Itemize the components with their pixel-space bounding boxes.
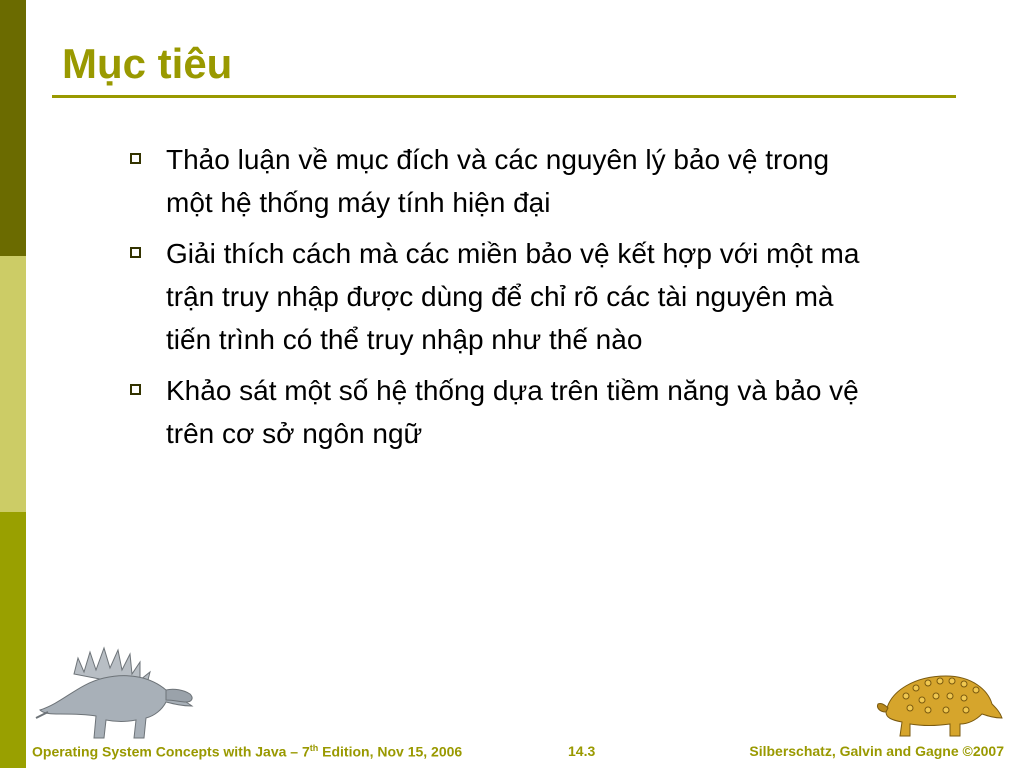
bullet-item bbox=[126, 138, 866, 224]
bullet-list bbox=[126, 138, 866, 463]
footer-page-number: 14.3 bbox=[568, 743, 596, 759]
footer-title-superscript: th bbox=[309, 743, 319, 753]
bullet-text: Khảo sát một số hệ thống dựa trên tiềm năng và bảo vệ trên cơ sở ngôn ngữ bbox=[166, 375, 859, 449]
footer-title-prefix: Operating System Concepts with Java – 7 bbox=[32, 743, 310, 760]
hollow-square-bullet-icon bbox=[130, 247, 141, 258]
bullet-item bbox=[126, 369, 866, 455]
title-underline bbox=[52, 95, 956, 98]
footer-authors: Silberschatz, Galvin and Gagne ©2007 bbox=[749, 743, 1004, 759]
sidebar-decoration bbox=[0, 0, 26, 768]
hollow-square-bullet-icon bbox=[130, 153, 141, 164]
slide-title: Mục tiêu bbox=[62, 40, 233, 87]
bullet-text: Giải thích cách mà các miền bảo vệ kết hợp với một ma trận truy nhập được dùng để chỉ rõ các tài nguyên mà tiến trình có thể truy nhập như thế nào bbox=[166, 238, 860, 355]
ankylosaurus-icon bbox=[876, 668, 1004, 740]
stegosaurus-icon bbox=[34, 644, 198, 744]
sidebar-band-light bbox=[0, 256, 26, 512]
sidebar-band-dark bbox=[0, 0, 26, 256]
footer-book-title bbox=[32, 743, 462, 760]
bullet-text: Thảo luận về mục đích và các nguyên lý bảo vệ trong một hệ thống máy tính hiện đại bbox=[166, 144, 830, 218]
bullet-item bbox=[126, 232, 866, 361]
sidebar-band-mid bbox=[0, 512, 26, 768]
footer-title-suffix: Edition, Nov 15, 2006 bbox=[318, 743, 463, 760]
hollow-square-bullet-icon bbox=[130, 384, 141, 395]
